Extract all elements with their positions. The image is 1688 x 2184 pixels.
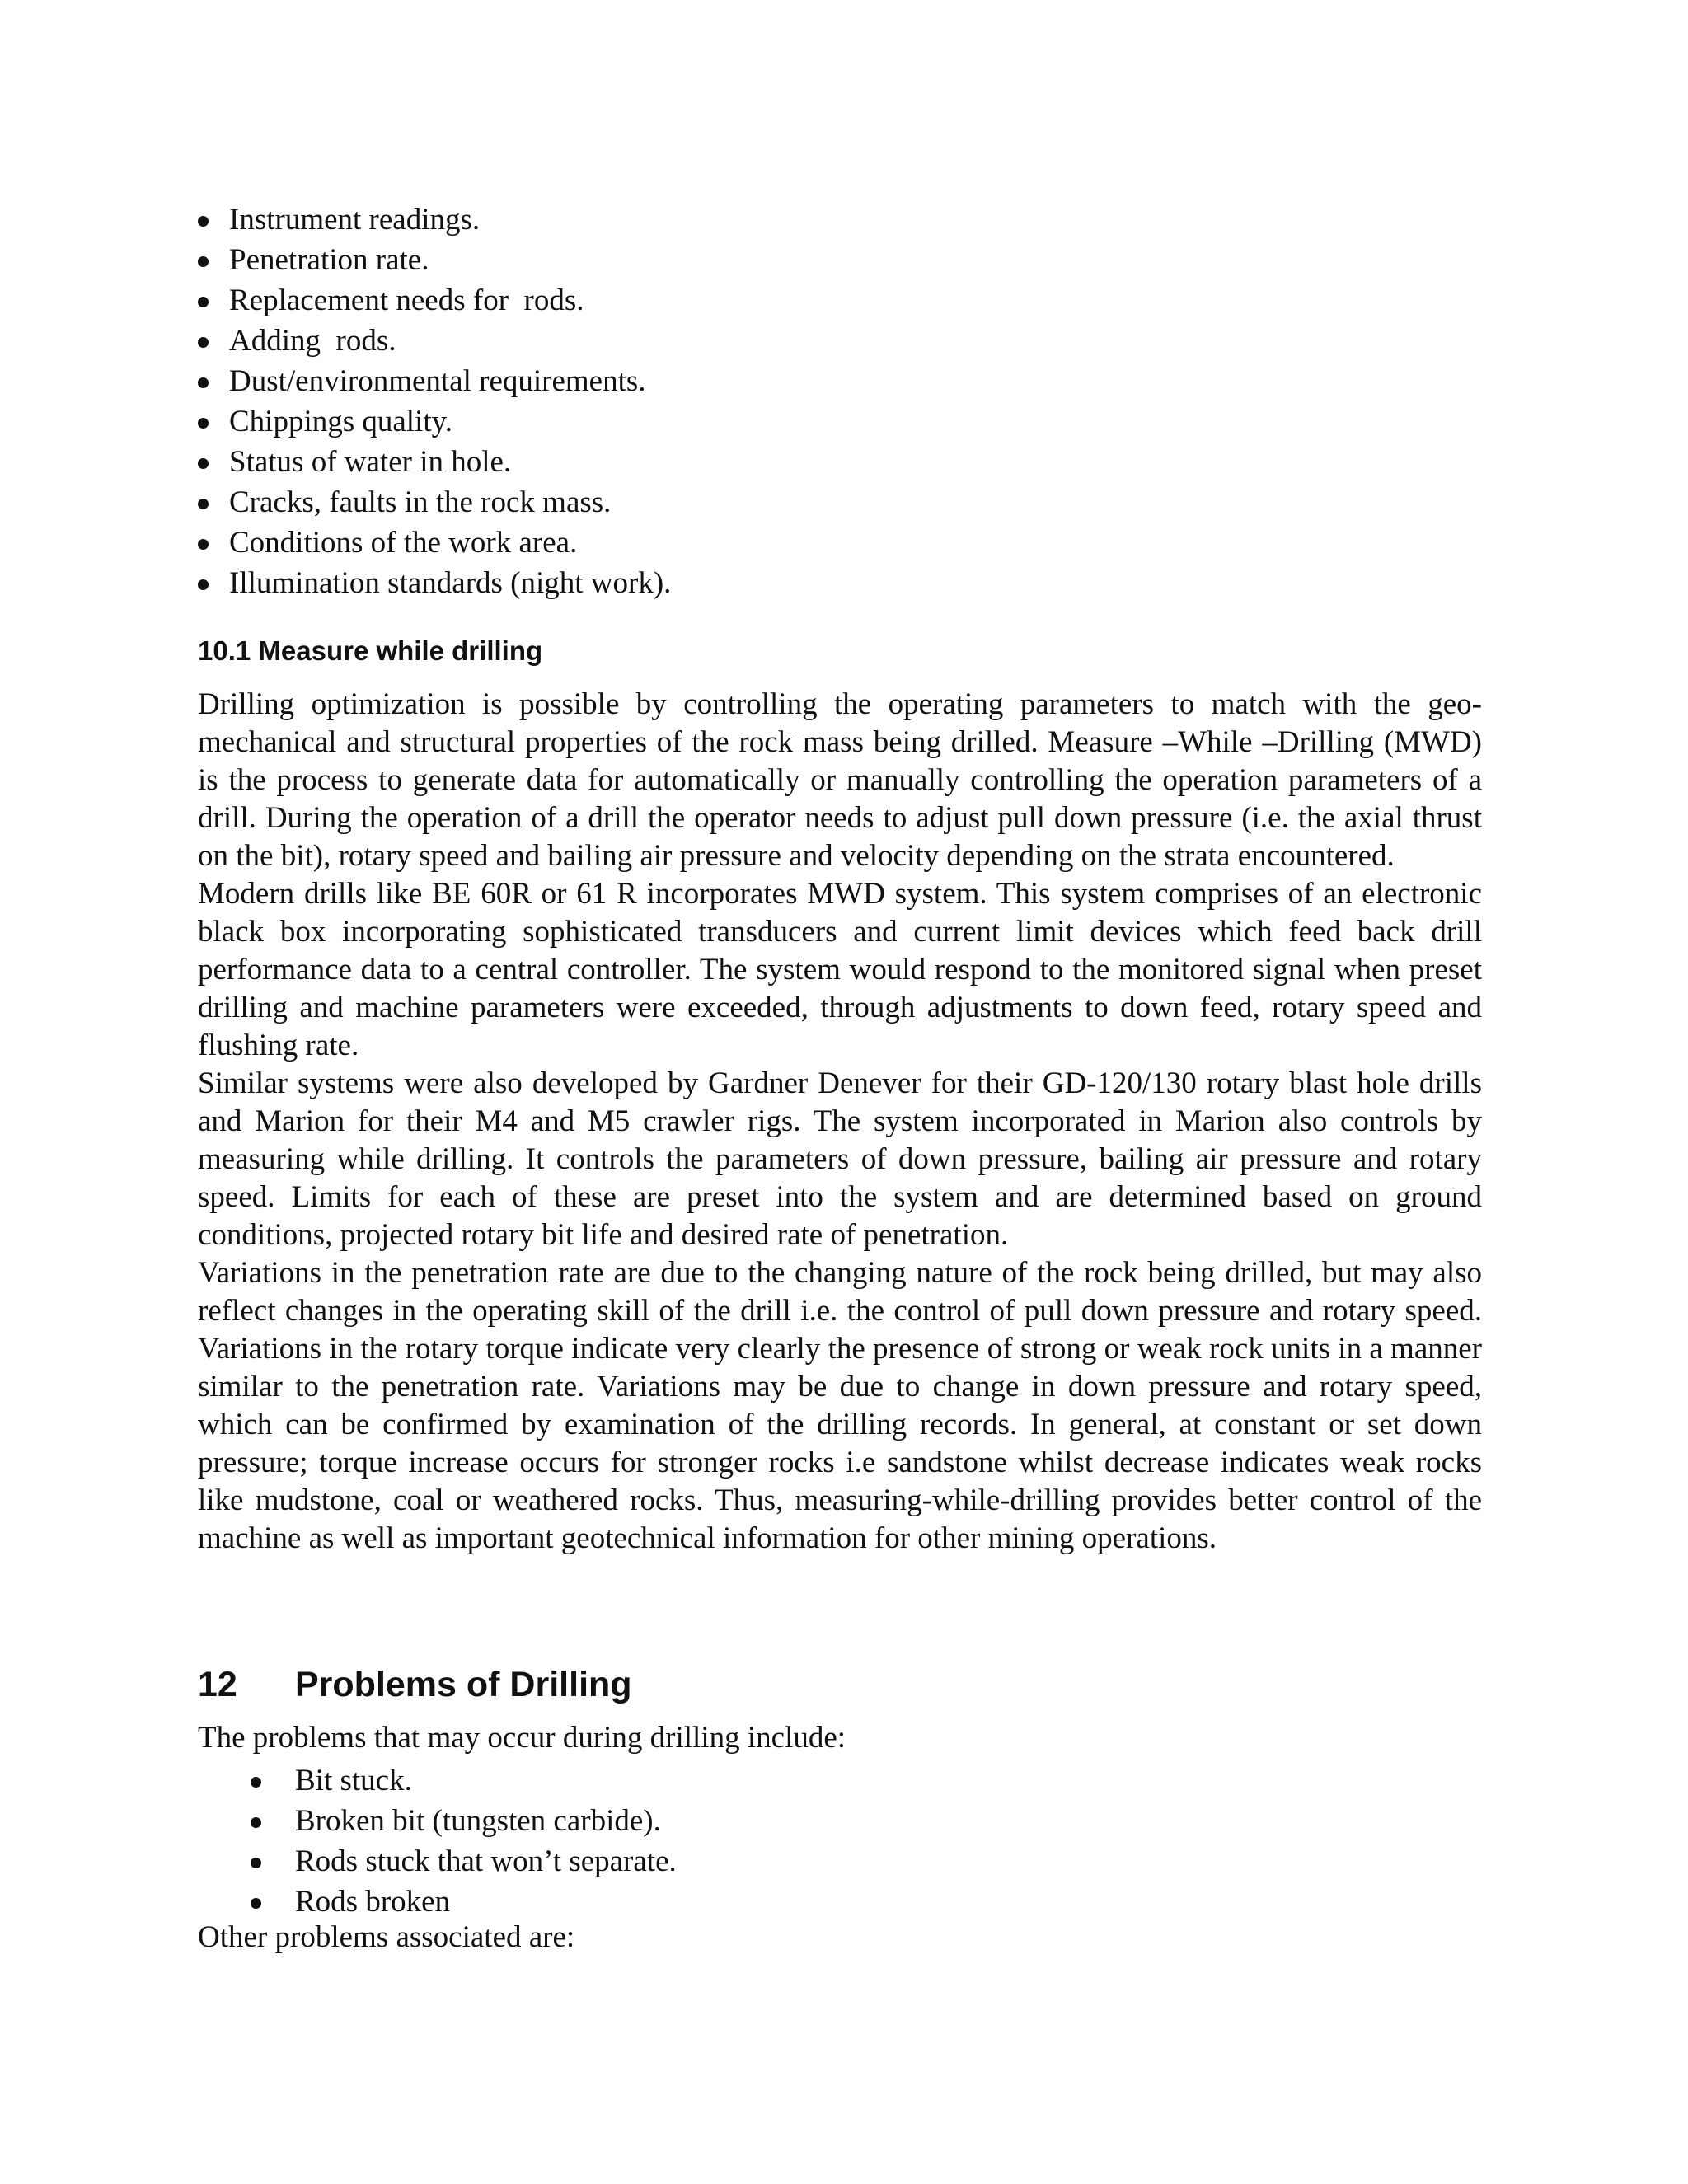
- checklist-bullets: [196, 199, 1515, 603]
- section-intro: The problems that may occur during drilling include:: [198, 1721, 846, 1755]
- list-item: Status of water in hole.: [196, 442, 1515, 482]
- subsection-body: [198, 686, 1482, 1558]
- list-item: Broken bit (tungsten carbide).: [247, 1801, 1401, 1841]
- bullet-icon: [198, 499, 209, 509]
- section-title: Problems of Drilling: [295, 1665, 632, 1704]
- list-item: Cracks, faults in the rock mass.: [196, 482, 1515, 523]
- list-item: Rods broken: [247, 1882, 1401, 1922]
- paragraph: Similar systems were also developed by Gardner Denever for their GD-120/130 rotary blast hole drills and Marion for their M4 and M5 crawler rigs. The system incorporated in Marion also controls by measuring while drilling. It controls the parameters of down pressure, bailing air pressure and rotary speed. Limits for each of these are preset into the system and are determined based on ground conditions, projected rotary bit life and desired rate of penetration.: [198, 1066, 1482, 1252]
- list-item: Rods stuck that won’t separate.: [247, 1841, 1401, 1882]
- bullet-icon: [251, 1858, 261, 1868]
- list-item: Penetration rate.: [196, 240, 1515, 280]
- problems-list: [247, 1760, 1401, 1922]
- list-item: Adding rods.: [196, 321, 1515, 361]
- subsection-heading: 10.1 Measure while drilling: [198, 635, 543, 666]
- list-item: Illumination standards (night work).: [196, 563, 1515, 603]
- list-item: Bit stuck.: [247, 1760, 1401, 1801]
- section-number: 12: [198, 1665, 237, 1704]
- list-item: Dust/environmental requirements.: [196, 361, 1515, 401]
- bullet-icon: [198, 458, 209, 469]
- bullet-icon: [198, 418, 209, 429]
- bullet-icon: [251, 1898, 261, 1909]
- bullet-icon: [251, 1817, 261, 1828]
- list-item: Conditions of the work area.: [196, 523, 1515, 563]
- paragraph: Variations in the penetration rate are due to the changing nature of the rock being drilled, but may also reflect changes in the operating skill of the drill i.e. the control of pull down pressure and rotary speed. Variations in the rotary torque indicate very clearly the presence of strong or weak rock units in a manner similar to the penetration rate. Variations may be due to change in down pressure and rotary speed, which can be confirmed by examination of the drilling records. In general, at constant or set down pressure; torque increase occurs for stronger rocks i.e sandstone whilst decrease indicates weak rocks like mudstone, coal or weathered rocks. Thus, measuring-while-drilling provides better control of the machine as well as important geotechnical information for other mining operations.: [198, 1256, 1482, 1555]
- section-heading: [198, 1663, 632, 1706]
- bullet-icon: [198, 539, 209, 550]
- bullet-icon: [198, 377, 209, 388]
- bullet-icon: [198, 297, 209, 307]
- bullet-icon: [198, 216, 209, 227]
- paragraph: Modern drills like BE 60R or 61 R incorporates MWD system. This system comprises of an electronic black box incorporating sophisticated transducers and current limit devices which feed back drill performance data to a central controller. The system would respond to the monitored signal when preset drilling and machine parameters were exceeded, through adjustments to down feed, rotary speed and flushing rate.: [198, 877, 1482, 1062]
- paragraph: Drilling optimization is possible by controlling the operating parameters to match with the geo-mechanical and structural properties of the rock mass being drilled. Measure –While –Drilling (MWD) is the process to generate data for automatically or manually controlling the operation parameters of a drill. During the operation of a drill the operator needs to adjust pull down pressure (i.e. the axial thrust on the bit), rotary speed and bailing air pressure and velocity depending on the strata encountered.: [198, 687, 1482, 873]
- bullet-icon: [198, 337, 209, 348]
- list-item: Replacement needs for rods.: [196, 280, 1515, 321]
- list-item: Instrument readings.: [196, 199, 1515, 240]
- list-item: Chippings quality.: [196, 401, 1515, 442]
- bullet-icon: [251, 1777, 261, 1788]
- bullet-icon: [198, 579, 209, 590]
- section-outro: Other problems associated are:: [198, 1920, 575, 1954]
- bullet-icon: [198, 256, 209, 267]
